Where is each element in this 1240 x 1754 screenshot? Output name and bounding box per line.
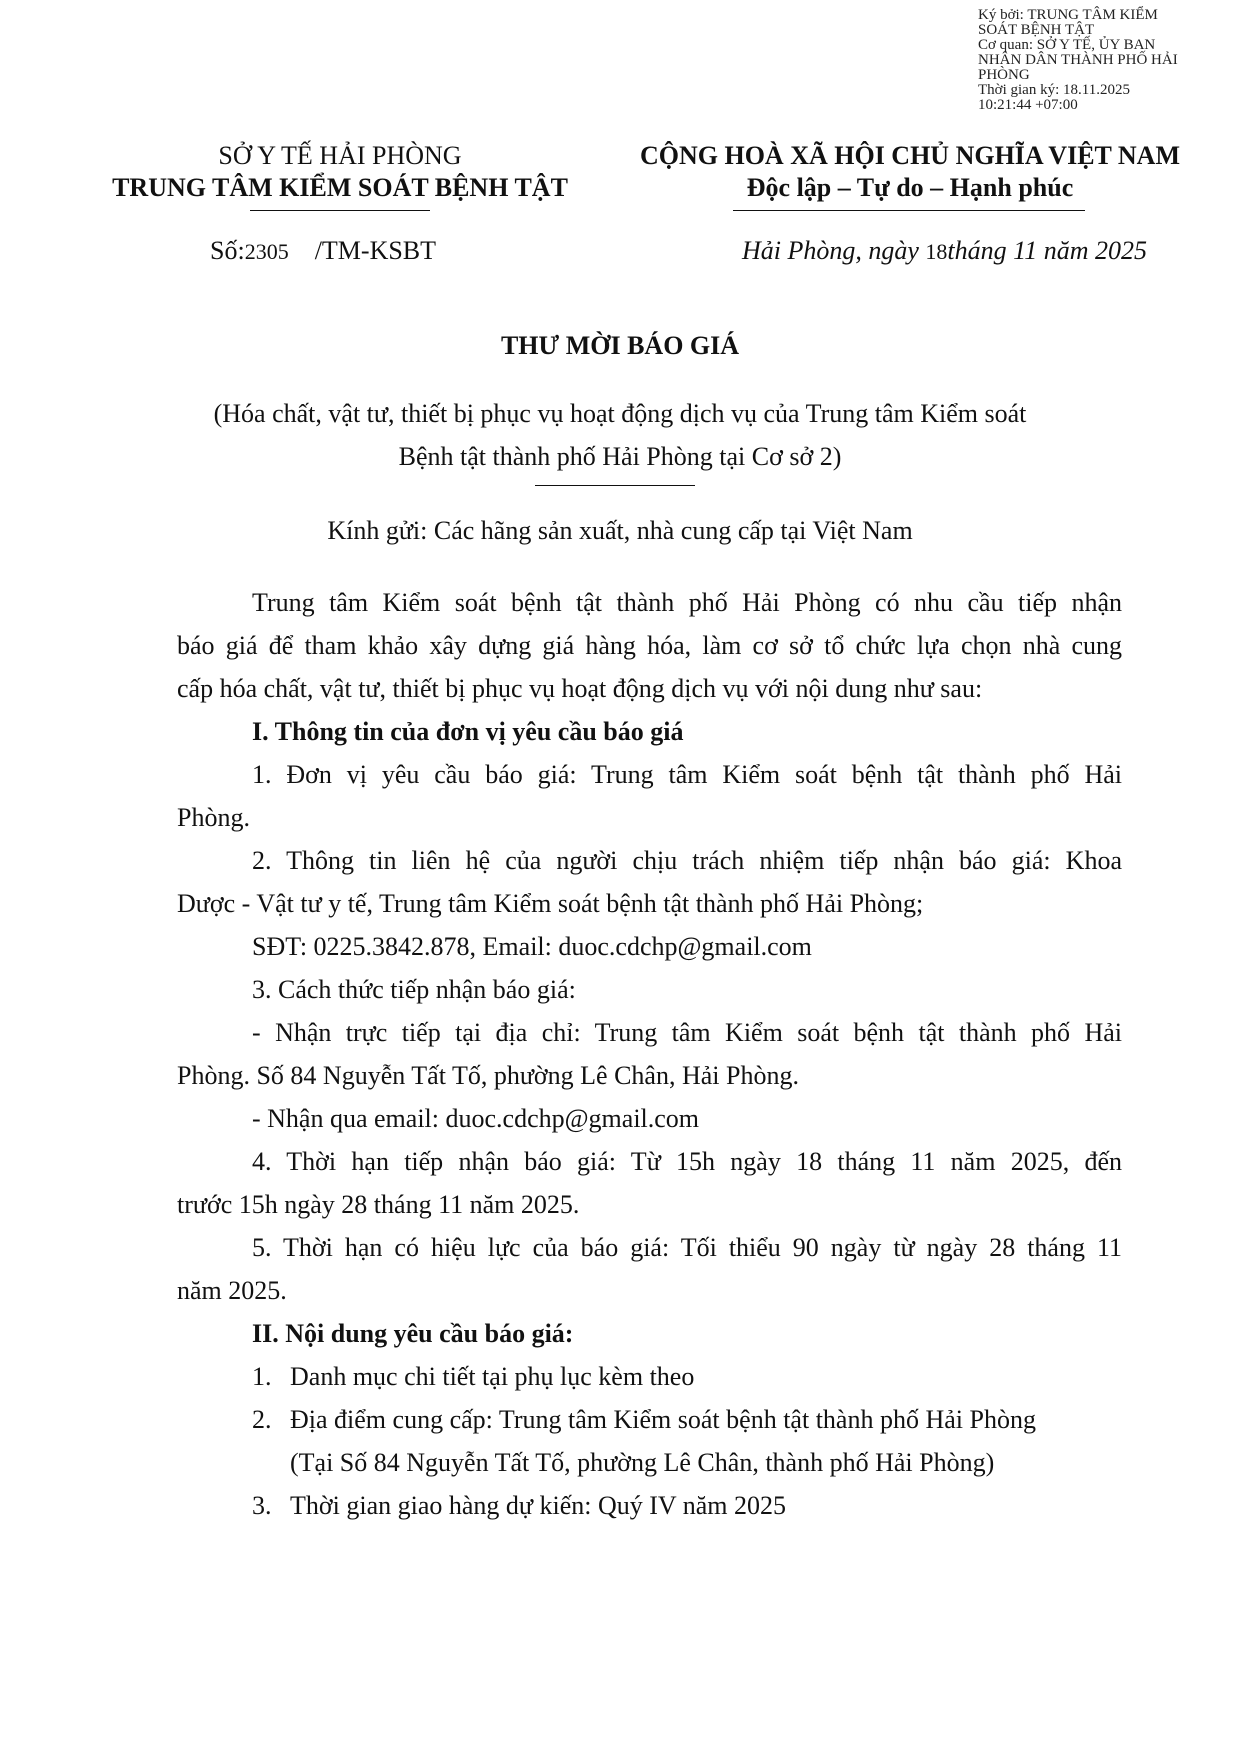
signature-signed-by-cont: SOÁT BỆNH TẬT	[978, 22, 1095, 38]
s1-item4-line2: trước 15h ngày 28 tháng 11 năm 2025.	[177, 1190, 580, 1219]
department-name: SỞ Y TẾ HẢI PHÒNG	[218, 141, 462, 170]
s1-item5-line2: năm 2025.	[177, 1276, 287, 1305]
section-1-heading: I. Thông tin của đơn vị yêu cầu báo giá	[252, 717, 684, 746]
number-suffix: /TM-KSBT	[314, 236, 437, 265]
number-prefix: Số:	[210, 236, 245, 265]
s1-item3b: - Nhận qua email: duoc.cdchp@gmail.com	[252, 1104, 700, 1133]
org-underline	[250, 210, 430, 211]
signature-time: Thời gian ký: 18.11.2025	[978, 82, 1130, 98]
document-date	[742, 235, 1147, 268]
intro-line-3: cấp hóa chất, vật tư, thiết bị phục vụ hoạt động dịch vụ với nội dung như sau:	[177, 674, 983, 703]
digital-signature-info	[978, 8, 1240, 113]
title-underline	[535, 485, 695, 486]
signature-agency-cont: NHÂN DÂN THÀNH PHỐ HẢI	[978, 52, 1178, 68]
s1-item4-line1: 4. Thời hạn tiếp nhận báo giá: Từ 15h ngày 18 tháng 11 năm 2025, đến	[252, 1147, 1122, 1176]
s2-item2-line1: Địa điểm cung cấp: Trung tâm Kiểm soát bệnh tật thành phố Hải Phòng	[290, 1405, 1036, 1434]
national-motto: Độc lập – Tự do – Hạnh phúc	[746, 173, 1074, 202]
s1-item2-line1: 2. Thông tin liên hệ của người chịu trách nhiệm tiếp nhận báo giá: Khoa	[252, 846, 1122, 875]
intro-line-1: Trung tâm Kiểm soát bệnh tật thành phố Hải Phòng có nhu cầu tiếp nhận	[252, 588, 1122, 617]
number-value: 2305	[244, 239, 289, 264]
national-title-block	[610, 140, 1210, 204]
s2-item3: Thời gian giao hàng dự kiến: Quý IV năm 2025	[290, 1491, 787, 1520]
subtitle-line-2: Bệnh tật thành phố Hải Phòng tại Cơ sở 2)	[398, 442, 842, 471]
s1-item3: 3. Cách thức tiếp nhận báo giá:	[252, 975, 576, 1004]
signature-signed-by: Ký bởi: TRUNG TÂM KIỂM	[978, 7, 1158, 23]
issuing-agency-block	[90, 140, 590, 204]
date-suffix: tháng 11 năm 2025	[947, 236, 1147, 265]
s1-item1-line1: 1. Đơn vị yêu cầu báo giá: Trung tâm Kiểm soát bệnh tật thành phố Hải	[252, 760, 1122, 789]
date-prefix: Hải Phòng, ngày	[742, 236, 919, 265]
s1-item2-line2: Dược - Vật tư y tế, Trung tâm Kiểm soát bệnh tật thành phố Hải Phòng;	[177, 889, 924, 918]
document-title: THƯ MỜI BÁO GIÁ	[500, 331, 740, 360]
s1-item3a-line1: - Nhận trực tiếp tại địa chỉ: Trung tâm Kiểm soát bệnh tật thành phố Hải	[252, 1018, 1122, 1047]
subtitle-line-1: (Hóa chất, vật tư, thiết bị phục vụ hoạt động dịch vụ của Trung tâm Kiểm soát	[213, 399, 1027, 428]
s2-item1-number: 1.	[252, 1362, 272, 1391]
date-day: 18	[925, 239, 948, 264]
organization-name: TRUNG TÂM KIỂM SOÁT BỆNH TẬT	[112, 173, 568, 202]
intro-line-2: báo giá để tham khảo xây dựng giá hàng hóa, làm cơ sở tổ chức lựa chọn nhà cung	[177, 631, 1122, 660]
s2-item2-number: 2.	[252, 1405, 272, 1434]
document-number	[210, 235, 436, 268]
section-2-heading: II. Nội dung yêu cầu báo giá:	[252, 1319, 574, 1348]
recipient: Kính gửi: Các hãng sản xuất, nhà cung cấp tại Việt Nam	[327, 516, 913, 545]
s1-contact-phone-email: SĐT: 0225.3842.878, Email: duoc.cdchp@gmail.com	[252, 932, 812, 961]
s2-item3-number: 3.	[252, 1491, 272, 1520]
signature-agency: Cơ quan: SỞ Y TẾ, ỦY BAN	[978, 37, 1156, 53]
s1-item1-line2: Phòng.	[177, 803, 250, 832]
motto-underline	[733, 210, 1085, 211]
s1-item5-line1: 5. Thời hạn có hiệu lực của báo giá: Tối thiểu 90 ngày từ ngày 28 tháng 11	[252, 1233, 1122, 1262]
s2-item1: Danh mục chi tiết tại phụ lục kèm theo	[290, 1362, 695, 1391]
signature-time-cont: 10:21:44 +07:00	[978, 97, 1078, 113]
nation-title: CỘNG HOÀ XÃ HỘI CHỦ NGHĨA VIỆT NAM	[639, 141, 1181, 170]
s2-item2-line2: (Tại Số 84 Nguyễn Tất Tố, phường Lê Chân, thành phố Hải Phòng)	[290, 1448, 995, 1477]
s1-item3a-line2: Phòng. Số 84 Nguyễn Tất Tố, phường Lê Chân, Hải Phòng.	[177, 1061, 799, 1090]
signature-agency-cont2: PHÒNG	[978, 67, 1030, 83]
